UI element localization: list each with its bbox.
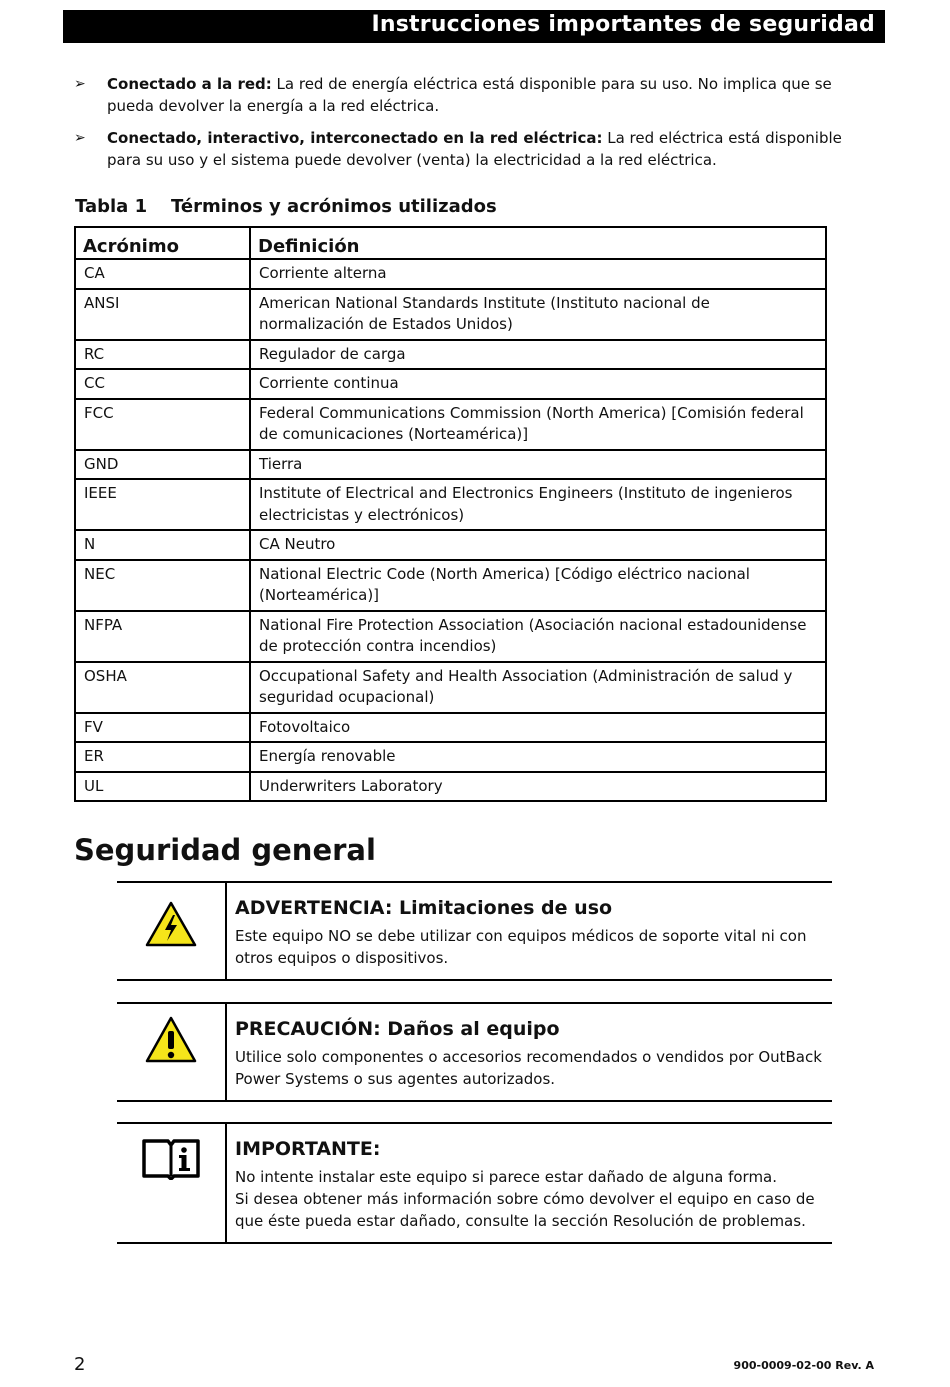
acronyms-table bbox=[74, 226, 827, 802]
table-row bbox=[75, 479, 826, 530]
acronym-cell: UL bbox=[75, 772, 250, 802]
table-row bbox=[75, 289, 826, 340]
table-title: Términos y acrónimos utilizados bbox=[171, 196, 497, 217]
warning-notice bbox=[117, 881, 832, 981]
table-row bbox=[75, 611, 826, 662]
header-bar bbox=[63, 10, 885, 43]
acronym-cell: CC bbox=[75, 369, 250, 399]
definition-cell: Federal Communications Commission (North America) [Comisión federal de comunicaciones (Norteamérica)] bbox=[250, 399, 826, 450]
definition-cell: American National Standards Institute (Instituto nacional de normalización de Estados Unidos) bbox=[250, 289, 826, 340]
acronym-cell: FV bbox=[75, 713, 250, 743]
definition-cell: Institute of Electrical and Electronics Engineers (Instituto de ingenieros electricistas y electrónicos) bbox=[250, 479, 826, 530]
page-header-title: Instrucciones importantes de seguridad bbox=[371, 12, 875, 37]
notice-title: ADVERTENCIA: Limitaciones de uso bbox=[235, 897, 613, 919]
definition-cell: Corriente continua bbox=[250, 369, 826, 399]
definition-cell: Occupational Safety and Health Association (Administración de salud y seguridad ocupacional) bbox=[250, 662, 826, 713]
table-row bbox=[75, 399, 826, 450]
table-row bbox=[75, 742, 826, 772]
table-row bbox=[75, 340, 826, 370]
important-notice bbox=[117, 1122, 832, 1244]
notice-text bbox=[235, 897, 822, 969]
acronym-cell: ER bbox=[75, 742, 250, 772]
list-item bbox=[74, 73, 874, 117]
definition-cell: National Fire Protection Association (Asociación nacional estadounidense de protección contra incendios) bbox=[250, 611, 826, 662]
table-caption bbox=[75, 196, 497, 217]
caution-notice bbox=[117, 1002, 832, 1102]
manual-info-icon bbox=[141, 1136, 201, 1180]
notice-body: Este equipo NO se debe utilizar con equipos médicos de soporte vital ni con otros equipos o dispositivos. bbox=[235, 927, 807, 967]
notice-icon-cell bbox=[117, 1124, 227, 1242]
section-title: Seguridad general bbox=[74, 833, 376, 867]
definition-cell: Underwriters Laboratory bbox=[250, 772, 826, 802]
notice-icon-cell bbox=[117, 883, 227, 979]
acronym-cell: NEC bbox=[75, 560, 250, 611]
table-body bbox=[75, 259, 826, 801]
arrow-bullet-icon: ➢ bbox=[74, 76, 86, 92]
table-header-row bbox=[75, 227, 826, 259]
definitions-list bbox=[74, 73, 874, 181]
notice-text bbox=[235, 1138, 822, 1232]
acronym-cell: GND bbox=[75, 450, 250, 480]
bullet-term: Conectado a la red: bbox=[107, 75, 272, 93]
bullet-text: La red de energía eléctrica está disponible para su uso. No implica que se pueda devolver la energía a la red eléctrica. bbox=[107, 75, 832, 115]
notice-body: Utilice solo componentes o accesorios recomendados o vendidos por OutBack Power Systems o sus agentes autorizados. bbox=[235, 1048, 822, 1088]
acronym-cell: FCC bbox=[75, 399, 250, 450]
table-row bbox=[75, 772, 826, 802]
acronym-cell: OSHA bbox=[75, 662, 250, 713]
acronym-cell: NFPA bbox=[75, 611, 250, 662]
bullet-text: La red eléctrica está disponible para su uso y el sistema puede devolver (venta) la electricidad a la red eléctrica. bbox=[107, 129, 842, 169]
table-row bbox=[75, 662, 826, 713]
table-row bbox=[75, 259, 826, 289]
list-item bbox=[74, 127, 874, 171]
acronym-cell: N bbox=[75, 530, 250, 560]
definition-cell: Regulador de carga bbox=[250, 340, 826, 370]
table-row bbox=[75, 560, 826, 611]
document-id: 900-0009-02-00 Rev. A bbox=[733, 1359, 874, 1372]
definition-cell: Corriente alterna bbox=[250, 259, 826, 289]
table-row bbox=[75, 713, 826, 743]
notice-title: PRECAUCIÓN: Daños al equipo bbox=[235, 1018, 560, 1040]
acronym-cell: CA bbox=[75, 259, 250, 289]
caution-icon bbox=[145, 1016, 197, 1064]
table-number: Tabla 1 bbox=[75, 196, 148, 217]
notice-title: IMPORTANTE: bbox=[235, 1138, 381, 1160]
acronym-cell: ANSI bbox=[75, 289, 250, 340]
bullet-term: Conectado, interactivo, interconectado en la red eléctrica: bbox=[107, 129, 603, 147]
notice-text bbox=[235, 1018, 822, 1090]
notice-body-line: Si desea obtener más información sobre cómo devolver el equipo en caso de que éste pueda estar dañado, consulte la sección Resolución de problemas. bbox=[235, 1190, 815, 1230]
arrow-bullet-icon: ➢ bbox=[74, 130, 86, 146]
column-header-acronym: Acrónimo bbox=[75, 227, 250, 259]
notice-icon-cell bbox=[117, 1004, 227, 1100]
definition-cell: Tierra bbox=[250, 450, 826, 480]
page-number: 2 bbox=[74, 1354, 86, 1375]
table-row bbox=[75, 450, 826, 480]
acronym-cell: RC bbox=[75, 340, 250, 370]
definition-cell: National Electric Code (North America) [Código eléctrico nacional (Norteamérica)] bbox=[250, 560, 826, 611]
definition-cell: Fotovoltaico bbox=[250, 713, 826, 743]
electrical-warning-icon bbox=[145, 901, 197, 947]
definition-cell: Energía renovable bbox=[250, 742, 826, 772]
notice-body-line: No intente instalar este equipo si parece estar dañado de alguna forma. bbox=[235, 1168, 778, 1186]
definition-cell: CA Neutro bbox=[250, 530, 826, 560]
table-row bbox=[75, 530, 826, 560]
column-header-definition: Definición bbox=[250, 227, 826, 259]
acronym-cell: IEEE bbox=[75, 479, 250, 530]
table-row bbox=[75, 369, 826, 399]
